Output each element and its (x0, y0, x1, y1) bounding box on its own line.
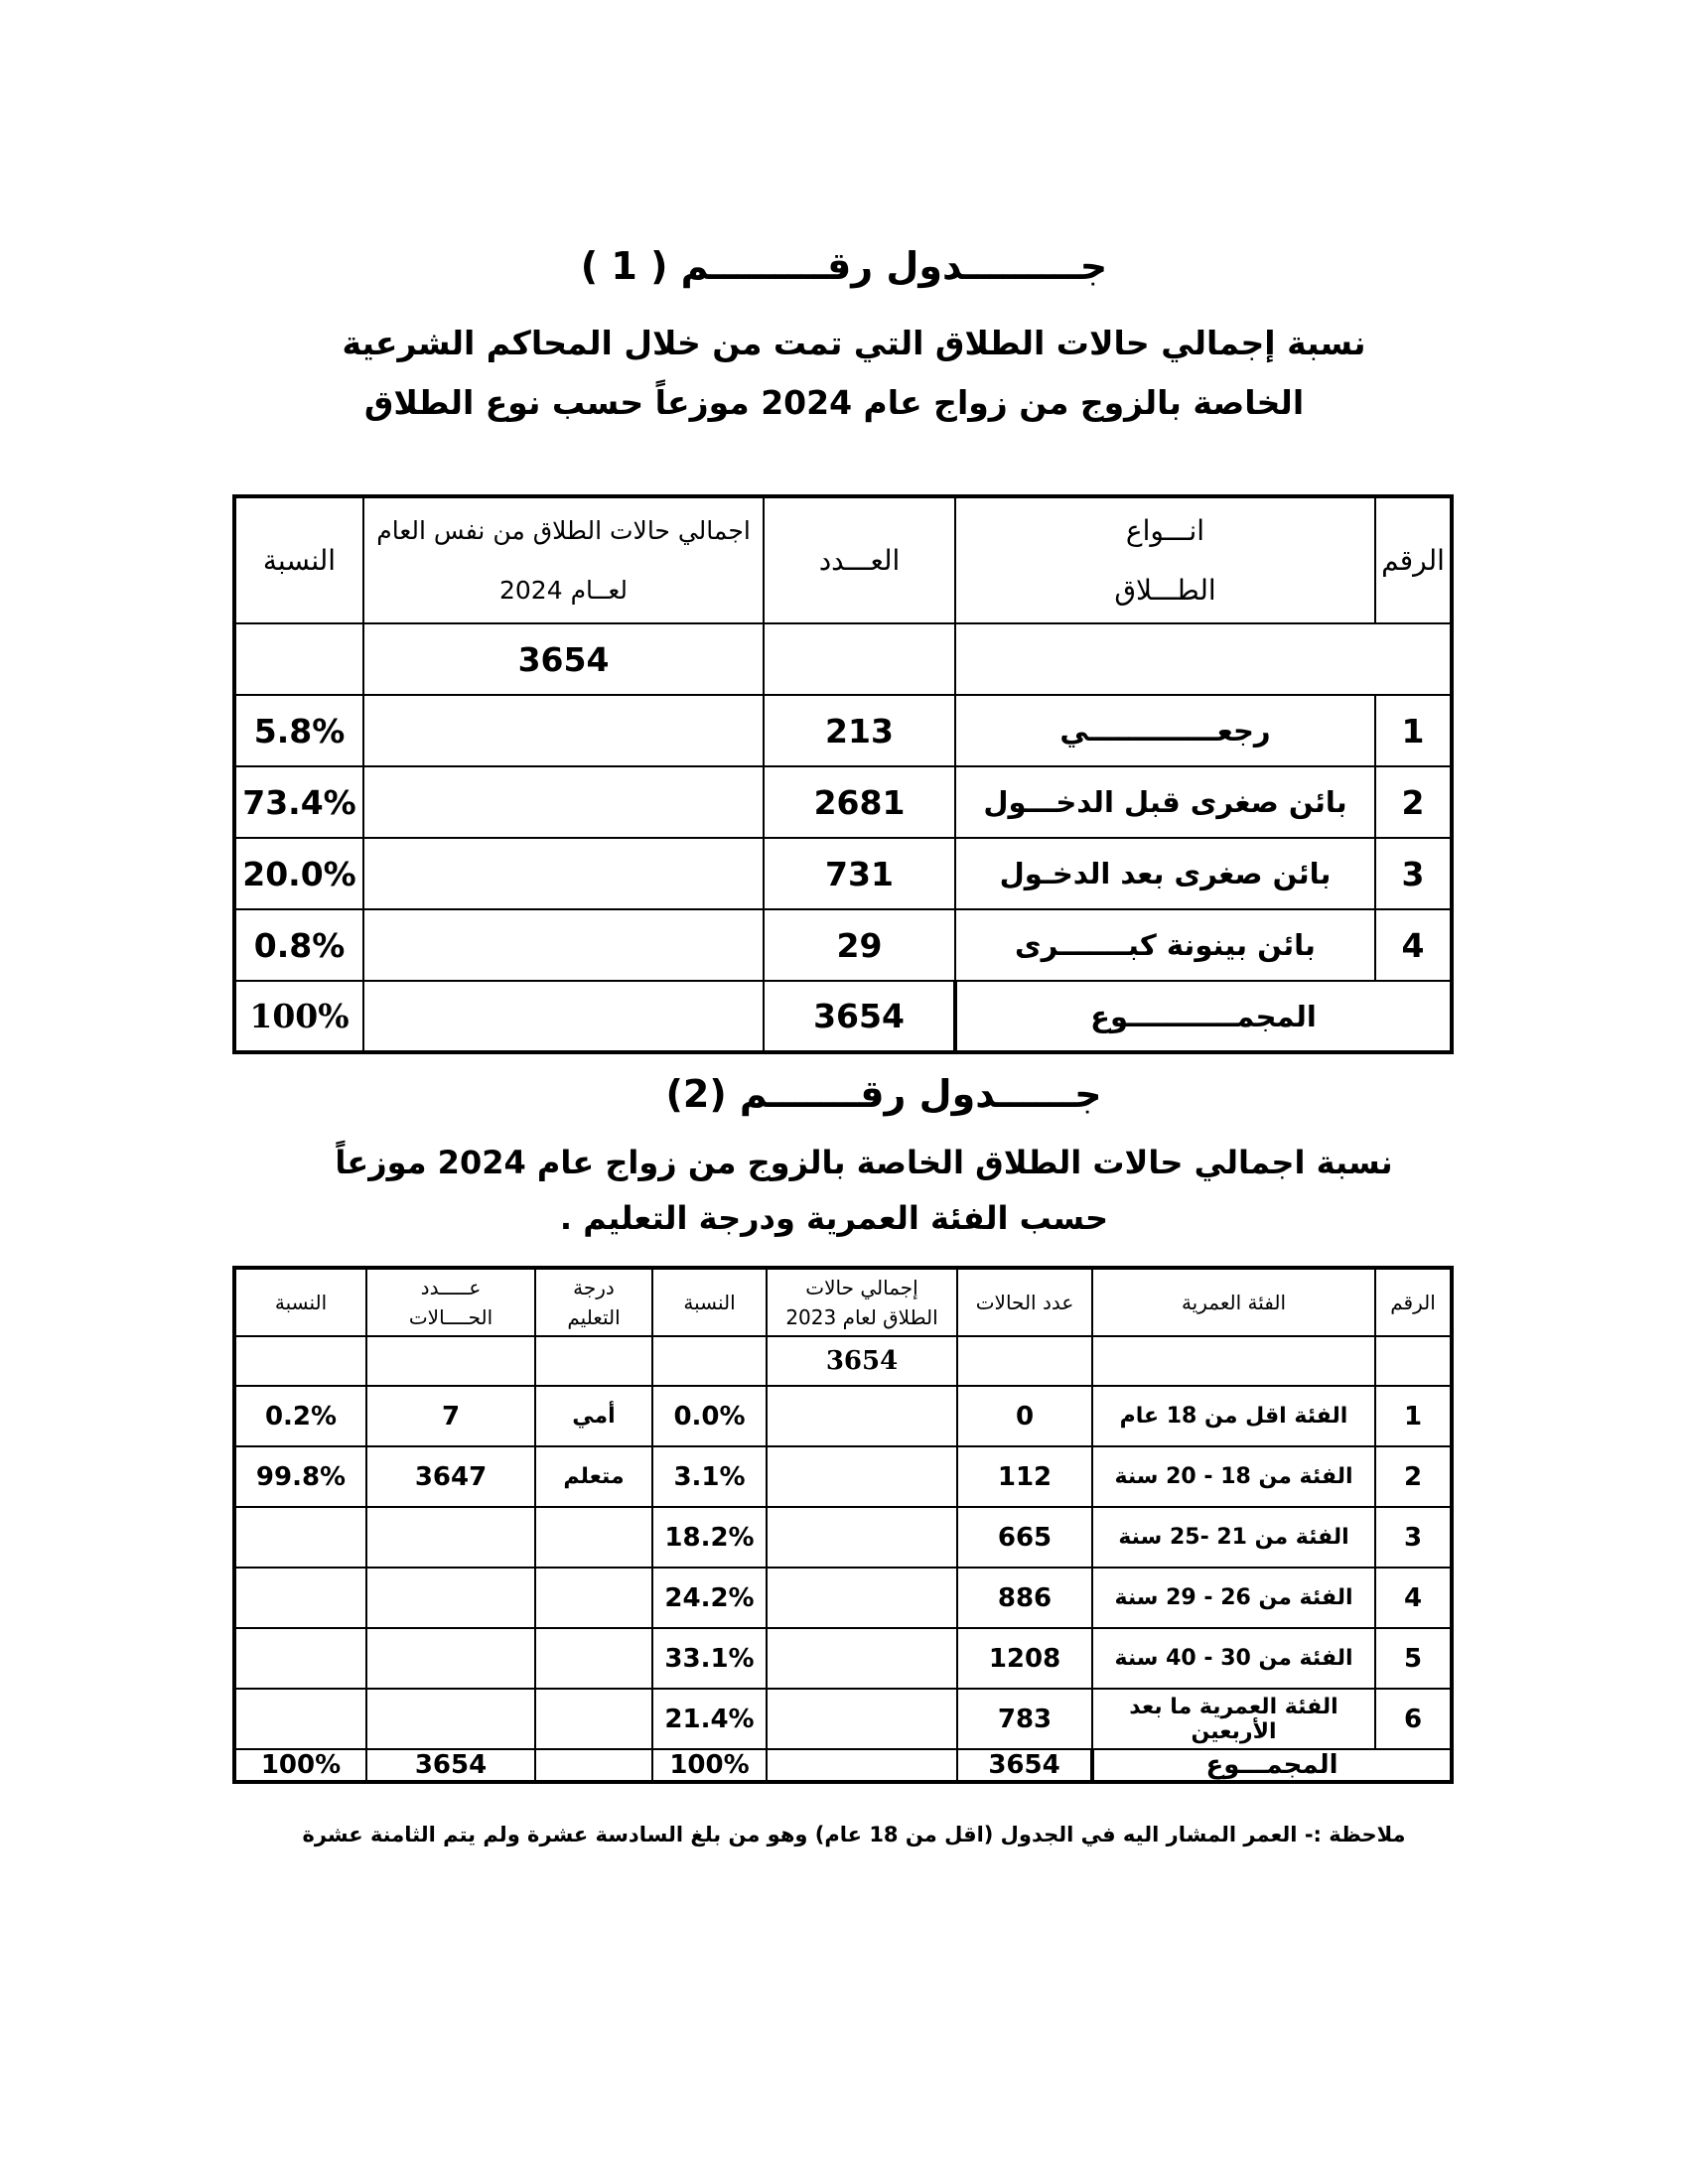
t1-row-num: 1 (1375, 695, 1452, 766)
t1-row-num: 3 (1375, 838, 1452, 909)
t1-header-type-line2: الطـــلاق (1114, 573, 1216, 607)
t1-total-empty-3 (234, 623, 363, 695)
t2-row-total (767, 1386, 957, 1446)
t2-row-total (767, 1446, 957, 1507)
t1-row-total (363, 838, 764, 909)
t2-sum-edu-ratio: 100% (234, 1749, 366, 1782)
t1-header-total (363, 496, 764, 623)
t2-header-count: عدد الحالات (957, 1268, 1092, 1336)
t2-row-num: 1 (1375, 1386, 1452, 1446)
t2-row-ratio: 0.0% (652, 1386, 767, 1446)
t1-row-num: 2 (1375, 766, 1452, 838)
t2-row-count: 1208 (957, 1628, 1092, 1689)
t2-header-edu-count-line2: الحــــالات (408, 1305, 493, 1329)
t2-sum-total (767, 1749, 957, 1782)
t2-total-empty (1092, 1336, 1375, 1386)
t2-total-empty (957, 1336, 1092, 1386)
t2-header-age: الفئة العمرية (1092, 1268, 1375, 1336)
t2-row-edu-count (366, 1689, 535, 1749)
t2-sum-row (234, 1749, 1452, 1782)
t2-row-edu (535, 1507, 652, 1568)
t1-header-total-line1: اجمالي حالات الطلاق من نفس العام (376, 515, 751, 545)
t2-header-edu (535, 1268, 652, 1336)
t2-row-edu: متعلم (535, 1446, 652, 1507)
t1-sum-total (363, 981, 764, 1052)
t2-row-age: الفئة من 21 -25 سنة (1092, 1507, 1375, 1568)
t2-header-num: الرقم (1375, 1268, 1452, 1336)
t2-row-count: 665 (957, 1507, 1092, 1568)
t1-header-total-line2: لعــام 2024 (499, 575, 628, 605)
t1-sum-label: المجمـــــــــــوع (955, 981, 1452, 1052)
t2-row-edu (535, 1628, 652, 1689)
t1-row-count: 213 (764, 695, 955, 766)
t2-row-age: الفئة من 26 - 29 سنة (1092, 1568, 1375, 1628)
t2-row-edu-ratio (234, 1628, 366, 1689)
table-row (234, 695, 1452, 766)
t1-total-cases: 3654 (363, 623, 764, 695)
table1-subtitle-line2: الخاصة بالزوج من زواج عام 2024 موزعاً حسب نوع الطلاق (363, 383, 1305, 422)
t2-row-num: 6 (1375, 1689, 1452, 1749)
table2-age-education (232, 1266, 1454, 1784)
t2-row-age: الفئة العمرية ما بعد الأربعين (1092, 1689, 1375, 1749)
t2-sum-edu-count: 3654 (366, 1749, 535, 1782)
table-row (234, 909, 1452, 981)
t2-row-age: الفئة اقل من 18 عام (1092, 1386, 1375, 1446)
t2-row-edu (535, 1689, 652, 1749)
table1-divorce-types (232, 494, 1454, 1054)
table1-title: جـــــــــدول رقـــــــــم ( 1 ) (580, 244, 1108, 288)
t1-sum-count: 3654 (764, 981, 955, 1052)
t1-row-type: بائن صغرى قبل الدخـــول (955, 766, 1375, 838)
t2-header-total-line2: الطلاق لعام 2023 (785, 1305, 938, 1329)
t1-header-type-line1: انـــواع (1125, 513, 1205, 547)
t1-header-count: العـــدد (764, 496, 955, 623)
t2-row-num: 5 (1375, 1628, 1452, 1689)
t2-total-empty (652, 1336, 767, 1386)
t1-row-ratio: 73.4% (234, 766, 363, 838)
t2-row-count: 886 (957, 1568, 1092, 1628)
t2-row-count: 0 (957, 1386, 1092, 1446)
table2-subtitle-line2: حسب الفئة العمرية ودرجة التعليم . (559, 1199, 1109, 1237)
t1-header-ratio: النسبة (234, 496, 363, 623)
t2-sum-edu (535, 1749, 652, 1782)
t1-row-total (363, 695, 764, 766)
table-row (234, 838, 1452, 909)
t1-row-type: بائن بينونة كبـــــــرى (955, 909, 1375, 981)
t1-row-total (363, 909, 764, 981)
t2-row-ratio: 18.2% (652, 1507, 767, 1568)
table2-subtitle-line1: نسبة اجمالي حالات الطلاق الخاصة بالزوج من زواج عام 2024 موزعاً (335, 1144, 1393, 1181)
t2-header-total (767, 1268, 957, 1336)
t2-row-edu-ratio: 99.8% (234, 1446, 366, 1507)
t2-header-edu-ratio: النسبة (234, 1268, 366, 1336)
t2-total-empty (535, 1336, 652, 1386)
t2-header-ratio: النسبة (652, 1268, 767, 1336)
t2-row-age: الفئة من 18 - 20 سنة (1092, 1446, 1375, 1507)
t2-header-total-line1: إجمالي حالات (805, 1276, 918, 1299)
t1-header-num: الرقم (1375, 496, 1452, 623)
t2-row-count: 112 (957, 1446, 1092, 1507)
table-row (234, 1689, 1452, 1749)
t2-row-num: 2 (1375, 1446, 1452, 1507)
t1-sum-row (234, 981, 1452, 1052)
t2-row-ratio: 24.2% (652, 1568, 767, 1628)
t2-row-edu-ratio (234, 1568, 366, 1628)
t1-row-ratio: 0.8% (234, 909, 363, 981)
t2-row-total (767, 1568, 957, 1628)
t2-total-empty (366, 1336, 535, 1386)
t2-row-num: 4 (1375, 1568, 1452, 1628)
t2-total-cases: 3654 (767, 1336, 957, 1386)
t2-row-total (767, 1507, 957, 1568)
t1-row-ratio: 20.0% (234, 838, 363, 909)
t2-row-edu-count: 3647 (366, 1446, 535, 1507)
t2-sum-count: 3654 (957, 1749, 1092, 1782)
t2-sum-ratio: 100% (652, 1749, 767, 1782)
t1-sum-ratio: 100% (234, 981, 363, 1052)
t1-row-ratio: 5.8% (234, 695, 363, 766)
table-row (234, 1446, 1452, 1507)
t2-row-edu-ratio: 0.2% (234, 1386, 366, 1446)
t1-row-type: رجعـــــــــــــي (955, 695, 1375, 766)
t1-row-num: 4 (1375, 909, 1452, 981)
t2-row-ratio: 33.1% (652, 1628, 767, 1689)
t2-row-edu-count (366, 1568, 535, 1628)
table-row (234, 1507, 1452, 1568)
t2-header-edu-line2: التعليم (567, 1305, 621, 1329)
t1-row-count: 731 (764, 838, 955, 909)
t1-total-empty-1 (955, 623, 1452, 695)
t2-total-empty (234, 1336, 366, 1386)
t2-row-total (767, 1689, 957, 1749)
t2-row-edu (535, 1568, 652, 1628)
footnote: ملاحظة :- العمر المشار اليه في الجدول (اقل من 18 عام) وهو من بلغ السادسة عشرة ولم يتم الثامنة عشرة (302, 1823, 1406, 1846)
t2-sum-label: المجمـــوع (1092, 1749, 1452, 1782)
table-row (234, 1628, 1452, 1689)
t2-header-edu-count-line1: عـــــدد (420, 1276, 482, 1299)
t2-row-total (767, 1628, 957, 1689)
t2-row-edu-ratio (234, 1689, 366, 1749)
t2-row-edu-count (366, 1507, 535, 1568)
t1-row-count: 29 (764, 909, 955, 981)
t1-header-type (955, 496, 1375, 623)
t2-row-edu-count (366, 1628, 535, 1689)
t2-row-edu-count: 7 (366, 1386, 535, 1446)
t2-row-age: الفئة من 30 - 40 سنة (1092, 1628, 1375, 1689)
t2-row-ratio: 21.4% (652, 1689, 767, 1749)
t2-row-num: 3 (1375, 1507, 1452, 1568)
table-row (234, 1568, 1452, 1628)
t2-row-edu-ratio (234, 1507, 366, 1568)
t1-row-count: 2681 (764, 766, 955, 838)
table1-subtitle-line1: نسبة إجمالي حالات الطلاق التي تمت من خلال المحاكم الشرعية (342, 324, 1366, 362)
t2-row-count: 783 (957, 1689, 1092, 1749)
t2-row-ratio: 3.1% (652, 1446, 767, 1507)
t2-total-empty (1375, 1336, 1452, 1386)
t2-header-edu-line1: درجة (573, 1276, 615, 1299)
table-row (234, 1386, 1452, 1446)
table-row (234, 766, 1452, 838)
t2-header-edu-count (366, 1268, 535, 1336)
t1-total-empty-2 (764, 623, 955, 695)
t1-row-type: بائن صغرى بعد الدخـول (955, 838, 1375, 909)
t2-row-edu: أمي (535, 1386, 652, 1446)
table2-title: جــــــدول رقـــــــم (2) (665, 1072, 1102, 1116)
t1-row-total (363, 766, 764, 838)
